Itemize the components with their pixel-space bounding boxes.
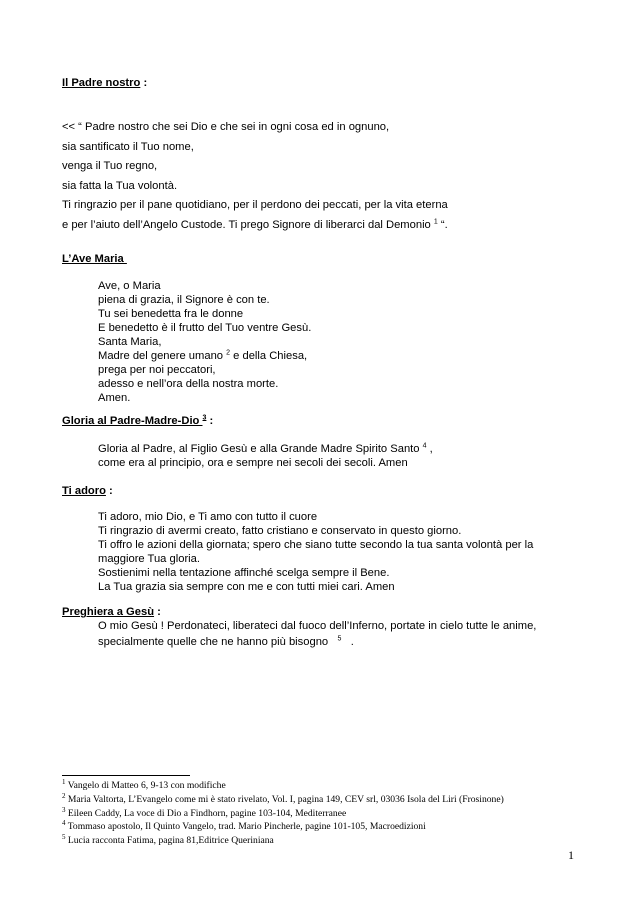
footnote-number: 3 <box>62 805 66 814</box>
ave-maria-line: piena di grazia, il Signore è con te. <box>98 294 270 306</box>
ave-maria-madre-text: Madre del genere umano <box>98 350 224 362</box>
ave-maria-madre-tail: e della Chiesa, <box>230 350 308 362</box>
footnote-number: 5 <box>62 832 66 841</box>
ti-adoro-line: La Tua grazia sia sempre con me e con tutti miei cari. Amen <box>98 581 395 593</box>
ave-maria-line: prega per noi peccatori, <box>98 364 216 376</box>
preghiera-line: O mio Gesù ! Perdonateci, liberateci dal fuoco dell’Inferno, portate in cielo tutte le anime, <box>98 620 537 632</box>
heading-colon: : <box>206 415 214 427</box>
ti-adoro-line: Ti ringrazio di avermi creato, fatto cristiano e conservato in questo giorno. <box>98 525 462 537</box>
padre-nostro-last-text: e per l’aiuto dell’Angelo Custode. Ti prego Signore di liberarci dal Demonio <box>62 219 431 231</box>
ti-adoro-heading: Ti adoro <box>62 485 106 497</box>
footnote-ref: 4 <box>422 442 427 450</box>
footnote-number: 2 <box>62 791 66 800</box>
ti-adoro-line: Ti offro le azioni della giornata; spero che siano tutte secondo la tua santa volontà per la <box>98 539 534 551</box>
padre-nostro-heading: Il Padre nostro <box>62 77 141 89</box>
padre-nostro-line: Ti ringrazio per il pane quotidiano, per il perdono dei peccati, per la vita eterna <box>62 199 448 211</box>
footnote <box>62 791 504 806</box>
padre-nostro-heading-line <box>62 76 147 90</box>
ave-maria-heading: L’Ave Maria <box>62 253 127 265</box>
heading-colon: : <box>140 77 148 89</box>
footnote-text: Eileen Caddy, La voce di Dio a Findhorn, pagine 103-104, Mediterranee <box>65 808 347 819</box>
footnote-ref: 3 <box>202 414 207 422</box>
footnote-separator <box>62 775 190 776</box>
ave-maria-line: adesso e nell’ora della nostra morte. <box>98 378 279 390</box>
gloria-heading: Gloria al Padre-Madre-Dio <box>62 415 203 427</box>
ave-maria-line: Amen. <box>98 392 131 404</box>
footnote-ref: 2 <box>226 349 231 357</box>
footnote-text: Vangelo di Matteo 6, 9-13 con modifiche <box>65 780 226 791</box>
padre-nostro-line: sia santificato il Tuo nome, <box>62 141 194 153</box>
preghiera-line2-tail: . <box>347 636 354 648</box>
footnote <box>62 818 426 833</box>
ti-adoro-line: Ti adoro, mio Dio, e Ti amo con tutto il cuore <box>98 511 318 523</box>
padre-nostro-last-tail: “. <box>437 219 448 231</box>
footnote-text: Lucia racconta Fatima, pagina 81,Editrice Queriniana <box>65 835 274 846</box>
ave-maria-line: E benedetto è il frutto del Tuo ventre Gesù. <box>98 322 312 334</box>
ave-maria-line: Santa Maria, <box>98 336 162 348</box>
footnote-number: 4 <box>62 818 66 827</box>
footnote-ref: 1 <box>433 218 438 226</box>
ave-maria-line: Tu sei benedetta fra le donne <box>98 308 244 320</box>
footnote-text: Tommaso apostolo, Il Quinto Vangelo, trad. Mario Pincherle, pagine 101-105, Macroedizioni <box>65 821 426 832</box>
footnote <box>62 832 274 847</box>
padre-nostro-line <box>62 218 448 232</box>
footnote <box>62 777 226 792</box>
ave-maria-line <box>98 349 307 363</box>
padre-nostro-line: sia fatta la Tua volontà. <box>62 180 178 192</box>
preghiera-line2-text: specialmente quelle che ne hanno più bisogno <box>98 636 329 648</box>
preghiera-heading-line <box>62 605 161 619</box>
ave-maria-line: Ave, o Maria <box>98 280 161 292</box>
ti-adoro-line: Sostienimi nella tentazione affinché scelga sempre il Bene. <box>98 567 390 579</box>
ave-maria-heading-line <box>62 252 127 266</box>
footnote-ref: 5 <box>337 635 342 643</box>
heading-colon: : <box>105 485 113 497</box>
footnote-text: Maria Valtorta, L’Evangelo come mi è stato rivelato, Vol. I, pagina 149, CEV srl, 03036 Isola del Liri (Frosinone) <box>65 794 504 805</box>
gloria-line1-tail: , <box>426 443 433 455</box>
padre-nostro-line: venga il Tuo regno, <box>62 160 158 172</box>
footnote <box>62 805 347 820</box>
heading-colon: : <box>154 606 161 618</box>
ti-adoro-line: maggiore Tua gloria. <box>98 553 200 565</box>
ti-adoro-heading-line <box>62 484 113 498</box>
padre-nostro-line: << “ Padre nostro che sei Dio e che sei in ogni cosa ed in ognuno, <box>62 121 390 133</box>
page-number: 1 <box>568 848 574 862</box>
gloria-heading-line <box>62 414 213 428</box>
gloria-line: come era al principio, ora e sempre nei secoli dei secoli. Amen <box>98 457 408 469</box>
footnote-number: 1 <box>62 777 66 786</box>
gloria-line <box>98 442 433 456</box>
preghiera-line <box>98 635 354 649</box>
preghiera-heading: Preghiera a Gesù <box>62 606 155 618</box>
gloria-line1-text: Gloria al Padre, al Figlio Gesù e alla Grande Madre Spirito Santo <box>98 443 420 455</box>
